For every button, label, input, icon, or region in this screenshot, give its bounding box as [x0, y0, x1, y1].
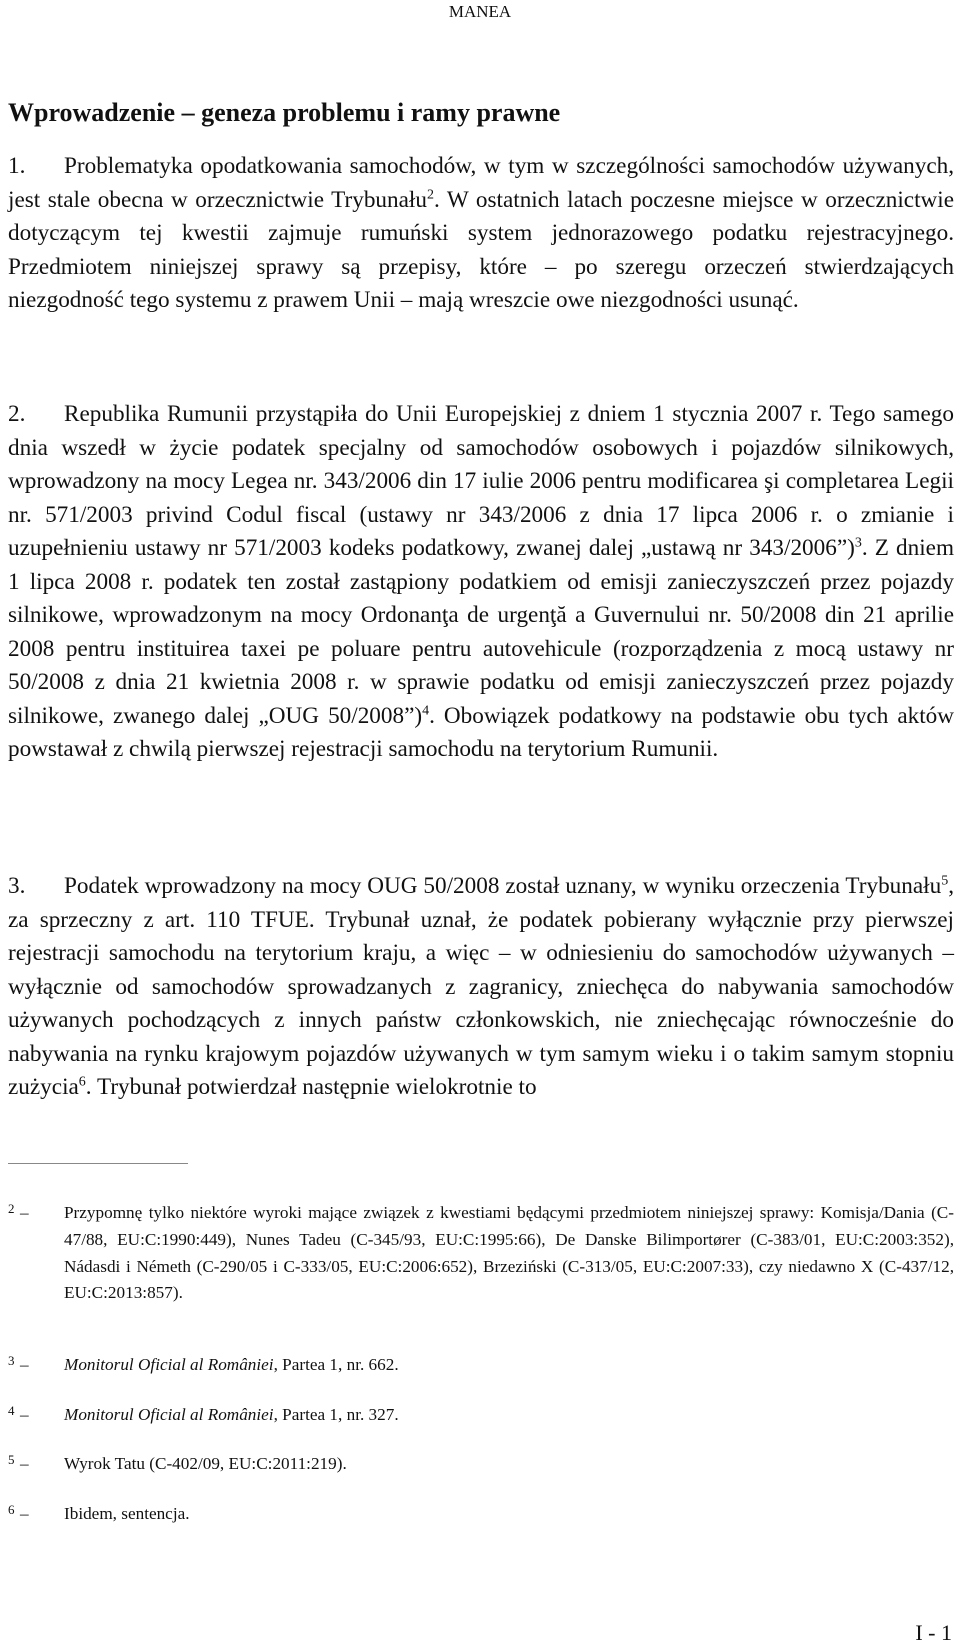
footnote-reference: 5	[941, 873, 949, 889]
paragraph-text: Republika Rumunii przystąpiła do Unii Europejskiej z dniem 1 stycznia 2007 r. Tego samego dnia wszedł w życie podatek specjalny od samochodów osobowych i pojazdów silnikowych, wprowadzony na mocy Legea nr. 343/2006 din 17 iulie 2006 pentru modificarea şi completarea Legii nr. 571/2003 privind Codul fiscal (ustawy nr 343/2006 z dnia 17 lipca 2006 r. o zmianie i uzupełnieniu ustawy nr 571/2003 kodeks podatkowy, zwanej dalej „ustawą nr 343/2006”)$^3$. Z dniem 1 lipca 2008 r. podatek ten został zastąpiony podatkiem od emisji zanieczyszczeń przez pojazdy silnikowe, wprowadzonym na mocy Ordonanţa de urgenţă a Guvernului nr. 50/2008 din 21 aprilie 2008 pentru instituirea taxei pe poluare pentru autovehicule (rozporządzenia z mocą ustawy nr 50/2008 z dnia 21 kwietnia 2008 r. w sprawie podatku od emisji zanieczyszczeń przez pojazdy silnikowe, zwanego dalej „OUG 50/2008”)$^4$. Obowiązek podatkowy na podstawie obu tych aktów powstawał z chwilą pierwszej rejestracji samochodu na terytorium Rumunii.	[8, 401, 955, 762]
footnote-number: 2	[8, 1201, 15, 1216]
footnote-4	[8, 1402, 954, 1429]
footnote-reference: 6	[78, 1074, 86, 1090]
footnote-number: 6	[8, 1502, 15, 1517]
footnote-2	[8, 1200, 954, 1307]
paragraph-1	[8, 150, 954, 318]
footnote-reference: 3	[854, 535, 862, 551]
paragraph-number: 3.	[8, 873, 26, 899]
footnote-number: 5	[8, 1452, 15, 1467]
paragraph-3	[8, 870, 954, 1105]
paragraph-number: 2.	[8, 401, 26, 427]
footnote-number: 4	[8, 1403, 15, 1418]
running-header: MANEA	[448, 2, 512, 21]
footnote-dash: –	[20, 1454, 29, 1473]
paragraph-text: Problematyka opodatkowania samochodów, w tym w szczególności samochodów używanych, jest stale obecna w orzecznictwie Trybunału$^2$. W ostatnich latach poczesne miejsce w orzecznictwie dotyczącym tej kwestii zajmuje rumuński system jednorazowego podatku rejestracyjnego. Przedmiotem niniejszej sprawy są przepisy, które – po szeregu orzeczeń stwierdzających niezgodność tego systemu z prawem Unii – mają wreszcie owe niezgodności usunąć.	[8, 153, 954, 313]
footnote-3	[8, 1352, 954, 1379]
footnote-text: Monitorul Oficial al României, Partea 1, nr. 327.	[64, 1405, 399, 1424]
footnote-reference: 2	[426, 186, 434, 202]
footnote-dash: –	[20, 1203, 29, 1222]
page-number: I - 1	[915, 1620, 952, 1645]
footnote-6	[8, 1501, 954, 1528]
footnote-separator	[8, 1163, 188, 1164]
footnote-text: Ibidem, sentencja.	[64, 1504, 190, 1523]
footnote-number: 3	[8, 1353, 15, 1368]
footnote-reference: 4	[422, 702, 430, 718]
paragraph-text: Podatek wprowadzony na mocy OUG 50/2008 został uznany, w wyniku orzeczenia Trybunału$^5$, za sprzeczny z art. 110 TFUE. Trybunał uznał, że podatek pobierany wyłącznie przy pierwszej rejestracji samochodu na terytorium kraju, a więc – w odniesieniu do samochodów używanych – wyłącznie od samochodów sprowadzanych z zagranicy, zniechęca do nabywania samochodów używanych pochodzących z innych państw członkowskich, nie zniechęcając równocześnie do nabywania na rynku krajowym pojazdów używanych w tym samym wieku i o takim samym stopniu zużycia$^6$. Trybunał potwierdzał następnie wielokrotnie to	[8, 873, 954, 1100]
footnote-text: Przypomnę tylko niektóre wyroki mające związek z kwestiami będącymi przedmiotem niniejszej sprawy: Komisja/Dania (C-47/88, EU:C:1990:449), Nunes Tadeu (C-345/93, EU:C:1995:66), De Danske Bilimportører (C-383/01, EU:C:2003:352), Nádasdi i Németh (C-290/05 i C‑333/05, EU:C:2006:652), Brzeziński (C-313/05, EU:C:2007:33), czy niedawno X (C-437/12, EU:C:2013:857).	[64, 1203, 954, 1303]
footnote-dash: –	[20, 1504, 29, 1523]
footnote-dash: –	[20, 1355, 29, 1374]
italic-citation: Monitorul Oficial al României	[64, 1405, 274, 1424]
footnote-text: Wyrok Tatu (C-402/09, EU:C:2011:219).	[64, 1454, 347, 1473]
paragraph-2	[8, 398, 954, 767]
section-title: Wprowadzenie – geneza problemu i ramy prawne	[8, 98, 561, 127]
footnote-dash: –	[20, 1405, 29, 1424]
italic-citation: Monitorul Oficial al României	[64, 1355, 274, 1374]
footnote-text: Monitorul Oficial al României, Partea 1, nr. 662.	[64, 1355, 399, 1374]
footnote-5	[8, 1451, 954, 1478]
paragraph-number: 1.	[8, 153, 26, 179]
